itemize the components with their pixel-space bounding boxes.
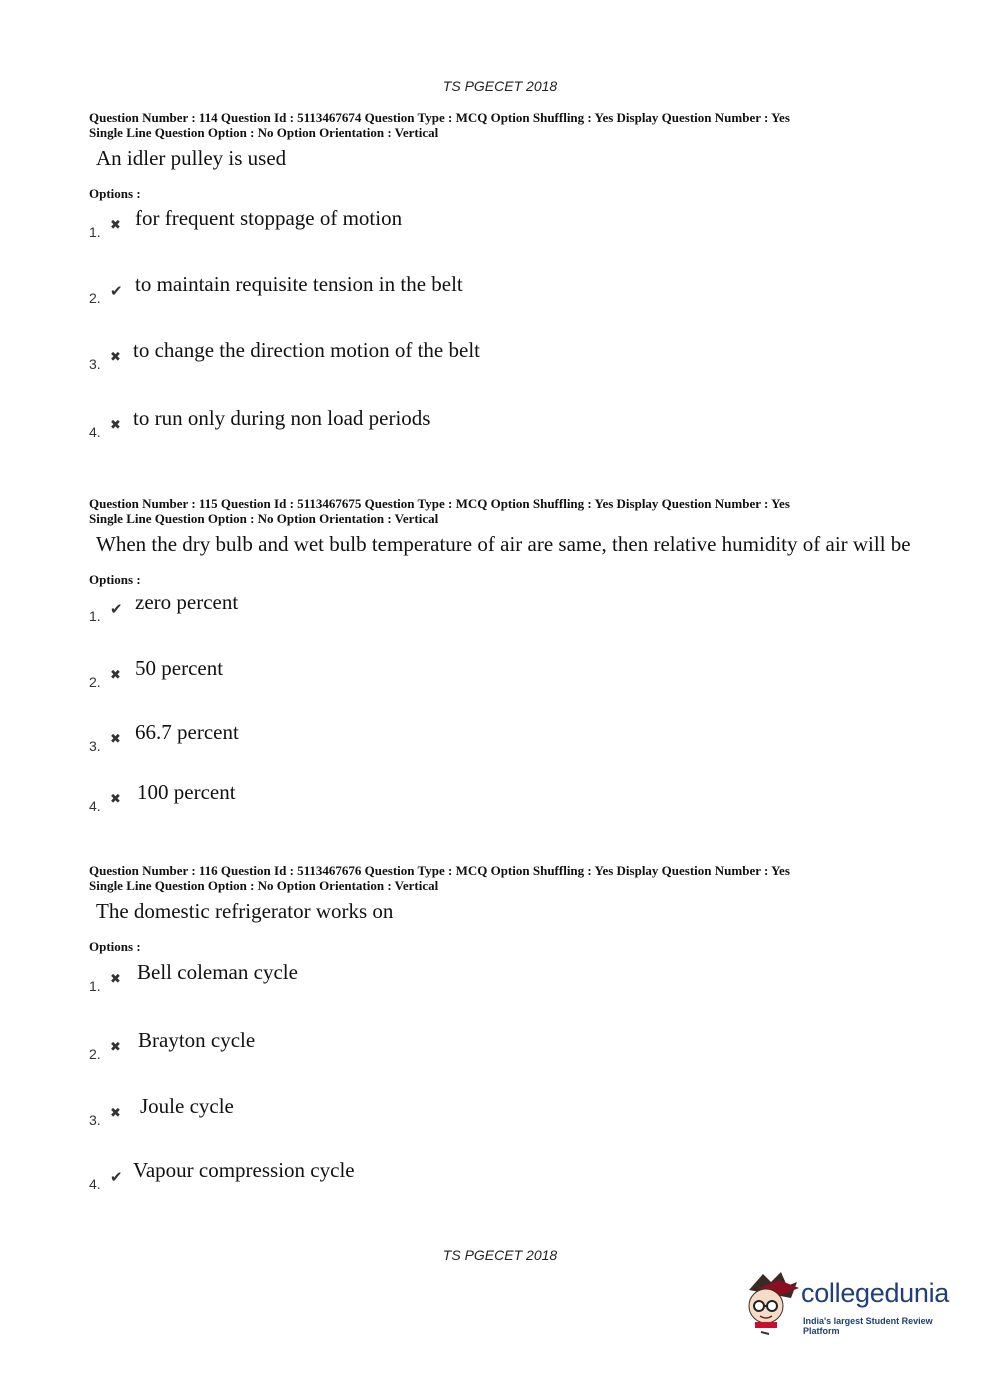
option-item	[89, 1094, 789, 1134]
cross-icon: ✖	[110, 792, 121, 807]
option-number: 3.	[89, 356, 101, 372]
option-text: 50 percent	[135, 656, 224, 680]
option-text: Vapour compression cycle	[133, 1158, 355, 1182]
option-text: 66.7 percent	[135, 720, 239, 744]
option-number: 4.	[89, 798, 101, 814]
question-meta-line1: Question Number : 114 Question Id : 5113467674 Question Type : MCQ Option Shuffling : Yes Display Question Number : Yes	[89, 110, 790, 125]
check-icon: ✔	[110, 282, 123, 300]
page-header: TS PGECET 2018	[442, 78, 558, 94]
cross-icon: ✖	[110, 972, 121, 987]
option-text: 100 percent	[137, 780, 236, 804]
option-text: Joule cycle	[140, 1094, 234, 1118]
cross-icon: ✖	[110, 732, 121, 747]
option-item	[89, 206, 789, 246]
option-text: zero percent	[135, 590, 239, 614]
option-number: 3.	[89, 1112, 101, 1128]
option-number: 3.	[89, 738, 101, 754]
check-icon: ✔	[110, 600, 123, 618]
cross-icon: ✖	[110, 1106, 121, 1121]
option-item	[89, 656, 789, 696]
option-number: 2.	[89, 1046, 101, 1062]
option-text: for frequent stoppage of motion	[135, 206, 403, 230]
option-number: 2.	[89, 290, 101, 306]
cross-icon: ✖	[110, 418, 121, 433]
cross-icon: ✖	[110, 1040, 121, 1055]
collegedunia-logo	[741, 1268, 971, 1338]
option-text: to change the direction motion of the belt	[133, 338, 480, 362]
cross-icon: ✖	[110, 218, 121, 233]
option-item	[89, 1028, 789, 1068]
cross-icon: ✖	[110, 668, 121, 683]
option-item	[89, 406, 789, 446]
options-label: Options :	[89, 939, 141, 954]
option-number: 1.	[89, 224, 101, 240]
options-label: Options :	[89, 572, 141, 587]
option-item	[89, 960, 789, 1000]
question-block-116	[89, 863, 919, 955]
logo-brand: collegedunia	[801, 1278, 950, 1308]
question-meta-line2: Single Line Question Option : No Option Orientation : Vertical	[89, 878, 439, 893]
question-text: When the dry bulb and wet bulb temperature of air are same, then relative humidity of air will be	[96, 532, 911, 556]
cross-icon: ✖	[110, 350, 121, 365]
option-text: Brayton cycle	[138, 1028, 256, 1052]
option-item	[89, 780, 789, 820]
option-item	[89, 720, 789, 760]
option-item	[89, 1158, 789, 1198]
option-item	[89, 338, 789, 378]
logo-tagline: India's largest Student Review Platform	[803, 1316, 933, 1336]
question-meta-line1: Question Number : 115 Question Id : 5113467675 Question Type : MCQ Option Shuffling : Yes Display Question Number : Yes	[89, 496, 790, 511]
option-text: to run only during non load periods	[133, 406, 431, 430]
option-number: 2.	[89, 674, 101, 690]
page-footer: TS PGECET 2018	[442, 1247, 558, 1263]
question-text: An idler pulley is used	[96, 146, 287, 170]
option-number: 1.	[89, 978, 101, 994]
option-text: to maintain requisite tension in the belt	[135, 272, 463, 296]
question-meta-line2: Single Line Question Option : No Option Orientation : Vertical	[89, 511, 439, 526]
option-number: 4.	[89, 1176, 101, 1192]
question-meta-line2: Single Line Question Option : No Option Orientation : Vertical	[89, 125, 439, 140]
question-meta-line1: Question Number : 116 Question Id : 5113467676 Question Type : MCQ Option Shuffling : Yes Display Question Number : Yes	[89, 863, 790, 878]
question-block-115	[89, 496, 919, 588]
options-label: Options :	[89, 186, 141, 201]
option-item	[89, 272, 789, 312]
option-item	[89, 590, 789, 630]
check-icon: ✔	[110, 1168, 123, 1186]
option-text: Bell coleman cycle	[137, 960, 298, 984]
option-number: 4.	[89, 424, 101, 440]
option-number: 1.	[89, 608, 101, 624]
question-text: The domestic refrigerator works on	[96, 899, 394, 923]
question-block-114	[89, 110, 919, 202]
mascot-icon	[741, 1268, 803, 1338]
